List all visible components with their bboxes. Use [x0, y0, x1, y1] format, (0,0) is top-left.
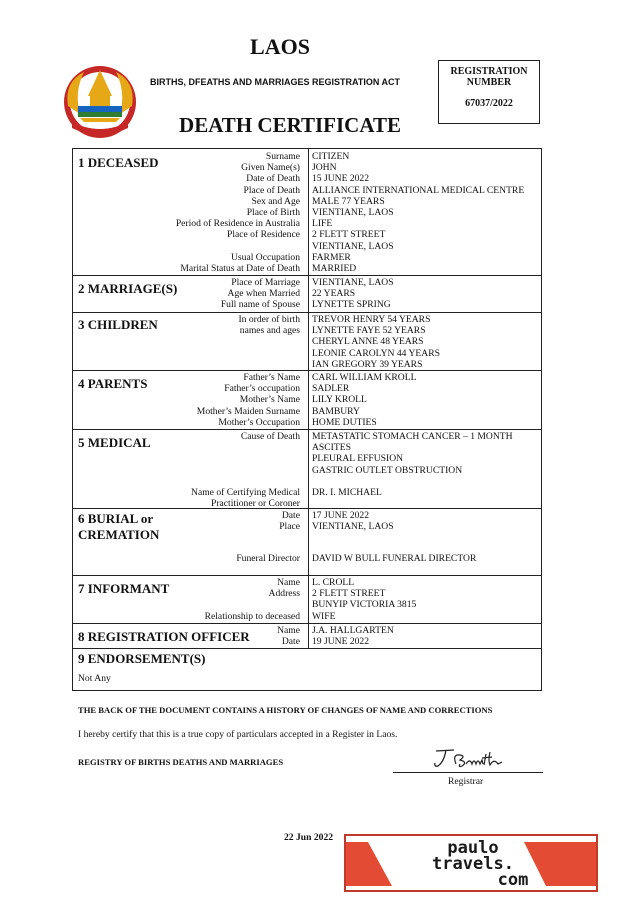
- burial-title-line-1: 6 BURIAL or: [78, 511, 154, 526]
- value-father-occupation: SADLER: [312, 383, 350, 395]
- value-informant-city: BUNYIP VICTORIA 3815: [312, 599, 417, 611]
- deceased-values: [312, 151, 524, 274]
- issue-date: 22 Jun 2022: [284, 832, 334, 843]
- section-medical-title: 5 MEDICAL: [78, 435, 151, 450]
- value-mother-occupation: HOME DUTIES: [312, 416, 377, 428]
- value-cause-1: METASTATIC STOMACH CANCER – 1 MONTH: [312, 431, 513, 442]
- officer-labels: [277, 625, 300, 647]
- section-divider: [72, 575, 542, 576]
- value-residence-city: VIENTIANE, LAOS: [312, 240, 394, 252]
- label-mother-name: Mother’s Name: [239, 394, 300, 406]
- label-place-of-death: Place of Death: [243, 184, 300, 196]
- label-certifier-1: Name of Certifying Medical: [191, 487, 300, 498]
- section-informant-title: 7 INFORMANT: [78, 581, 170, 596]
- informant-labels: [205, 577, 300, 622]
- registration-label-2: NUMBER: [466, 77, 512, 88]
- label-place-of-residence: Place of Residence: [227, 229, 300, 241]
- country-title: LAOS: [250, 34, 310, 59]
- value-residence-street: 2 FLETT STREET: [312, 229, 386, 241]
- history-note: THE BACK OF THE DOCUMENT CONTAINS A HISTORY OF CHANGES OF NAME AND CORRECTIONS: [78, 705, 493, 715]
- label-blank: [176, 241, 300, 252]
- section-divider: [72, 275, 542, 276]
- value-cause-4: GASTRIC OUTLET OBSTRUCTION: [312, 464, 463, 476]
- label-sex-age: Sex and Age: [251, 195, 300, 207]
- marriage-values: [312, 277, 394, 311]
- value-sex-age: MALE 77 YEARS: [312, 195, 385, 207]
- label-birth-order: In order of birth: [238, 314, 300, 325]
- watermark-line-1: paulo: [447, 838, 499, 858]
- section-divider: [72, 508, 542, 509]
- value-child-5: IAN GREGORY 39 YEARS: [312, 358, 423, 370]
- label-officer-name: Name: [277, 625, 300, 636]
- label-mother-maiden: Mother’s Maiden Surname: [196, 405, 300, 417]
- label-spouse: Full name of Spouse: [220, 299, 300, 311]
- value-burial-date: 17 JUNE 2022: [312, 510, 370, 521]
- registration-number-box: [438, 60, 540, 124]
- signature-line: [393, 772, 543, 773]
- value-child-2: LYNETTE FAYE 52 YEARS: [312, 325, 426, 337]
- value-officer-name: J.A. HALLGARTEN: [312, 625, 394, 636]
- value-marital-status: MARRIED: [312, 263, 357, 275]
- value-mother-name: LILY KROLL: [312, 394, 367, 406]
- label-given-names: Given Name(s): [241, 162, 300, 174]
- section-marriage-title: 2 MARRIAGE(S): [78, 281, 178, 296]
- officer-values: [312, 625, 394, 647]
- value-endorsement: Not Any: [78, 673, 111, 684]
- registration-label: REGISTRATION: [450, 66, 528, 77]
- section-divider: [72, 370, 542, 371]
- burial-values: [312, 510, 394, 532]
- value-burial-place: VIENTIANE, LAOS: [312, 521, 394, 533]
- value-cause-3: PLEURAL EFFUSION: [312, 453, 404, 465]
- label-father-name: Father’s Name: [243, 372, 300, 383]
- value-relationship: WIFE: [312, 610, 336, 622]
- children-values: [312, 314, 440, 370]
- label-relationship: Relationship to deceased: [204, 610, 300, 622]
- label-mother-occupation: Mother’s Occupation: [218, 416, 300, 428]
- registrar-signature: [430, 746, 510, 772]
- section-divider: [72, 429, 542, 430]
- registry-name: REGISTRY OF BIRTHS DEATHS AND MARRIAGES: [78, 757, 284, 767]
- registrar-label: Registrar: [448, 776, 484, 787]
- value-residence-period: LIFE: [312, 218, 333, 230]
- section-divider: [72, 648, 542, 649]
- deceased-labels: [176, 151, 300, 274]
- value-father-name: CARL WILLIAM KROLL: [312, 372, 417, 383]
- watermark-line-3: com: [497, 870, 529, 890]
- label-occupation: Usual Occupation: [230, 251, 300, 263]
- value-certifier: DR. I. MICHAEL: [312, 487, 382, 498]
- label-blank: [205, 599, 300, 610]
- label-surname: Surname: [265, 151, 300, 162]
- label-cause-of-death: Cause of Death: [240, 431, 300, 442]
- value-informant-street: 2 FLETT STREET: [312, 588, 386, 600]
- certify-statement: I hereby certify that this is a true copy of particulars accepted in a Register in Laos.: [78, 729, 398, 740]
- value-funeral-director: DAVID W BULL FUNERAL DIRECTOR: [312, 553, 477, 564]
- value-given-names: JOHN: [312, 162, 337, 174]
- value-surname: CITIZEN: [312, 151, 350, 162]
- document-title: DEATH CERTIFICATE: [179, 113, 401, 137]
- children-labels: [238, 314, 300, 336]
- value-age-married: 22 YEARS: [312, 288, 356, 300]
- label-burial-date: Date: [281, 510, 300, 521]
- value-place-of-marriage: VIENTIANE, LAOS: [312, 277, 394, 288]
- section-children-title: 3 CHILDREN: [78, 317, 158, 332]
- laos-emblem-icon: [58, 62, 142, 142]
- parents-values: [312, 372, 416, 428]
- informant-values: [312, 577, 416, 622]
- value-place-of-birth: VIENTIANE, LAOS: [312, 207, 394, 219]
- label-residence-period: Period of Residence in Australia: [175, 218, 300, 230]
- label-age-married: Age when Married: [227, 288, 300, 300]
- value-informant-name: L. CROLL: [312, 577, 355, 588]
- value-occupation: FARMER: [312, 251, 351, 263]
- burial-title-line-2: CREMATION: [78, 527, 160, 542]
- value-date-of-death: 15 JUNE 2022: [312, 173, 370, 185]
- value-child-1: TREVOR HENRY 54 YEARS: [312, 314, 431, 325]
- label-place-of-marriage: Place of Marriage: [231, 277, 300, 288]
- registration-number: 67037/2022: [465, 98, 513, 109]
- value-child-3: CHERYL ANNE 48 YEARS: [312, 336, 424, 348]
- value-officer-date: 19 JUNE 2022: [312, 636, 370, 648]
- parents-labels: [197, 372, 300, 428]
- label-informant-address: Address: [268, 588, 300, 600]
- label-marital-status: Marital Status at Date of Death: [180, 263, 300, 275]
- label-burial-place: Place: [279, 521, 300, 533]
- section-officer-title: 8 REGISTRATION OFFICER: [78, 629, 250, 644]
- section-divider: [72, 623, 542, 624]
- medical-causes: [312, 431, 513, 476]
- value-cause-2: ASCITES: [312, 442, 351, 454]
- label-place-of-birth: Place of Birth: [246, 207, 300, 219]
- paulotravels-watermark: [344, 834, 598, 892]
- value-child-4: LEONIE CAROLYN 44 YEARS: [312, 347, 440, 359]
- label-informant-name: Name: [277, 577, 300, 588]
- value-mother-maiden: BAMBURY: [312, 405, 360, 417]
- section-endorsement-title: 9 ENDORSEMENT(S): [78, 651, 206, 666]
- certifier-labels: [191, 487, 300, 509]
- label-date-of-death: Date of Death: [246, 173, 300, 185]
- label-names-ages: names and ages: [239, 325, 300, 337]
- marriage-labels: [221, 277, 300, 311]
- label-officer-date: Date: [281, 636, 300, 648]
- act-title: BIRTHS, DFEATHS AND MARRIAGES REGISTRATION ACT: [150, 77, 400, 87]
- label-funeral-director: Funeral Director: [236, 553, 300, 564]
- section-divider: [72, 312, 542, 313]
- section-deceased-title: 1 DECEASED: [78, 155, 159, 170]
- value-spouse: LYNETTE SPRING: [312, 299, 391, 311]
- label-father-occupation: Father’s occupation: [224, 383, 300, 395]
- label-certifier-2: Practitioner or Coroner: [211, 498, 300, 510]
- section-burial-title: [78, 511, 278, 543]
- value-place-of-death: ALLIANCE INTERNATIONAL MEDICAL CENTRE: [312, 184, 525, 196]
- watermark-line-2: travels.: [432, 854, 514, 874]
- column-divider: [308, 148, 309, 648]
- section-parents-title: 4 PARENTS: [78, 376, 148, 391]
- burial-labels: [279, 510, 300, 532]
